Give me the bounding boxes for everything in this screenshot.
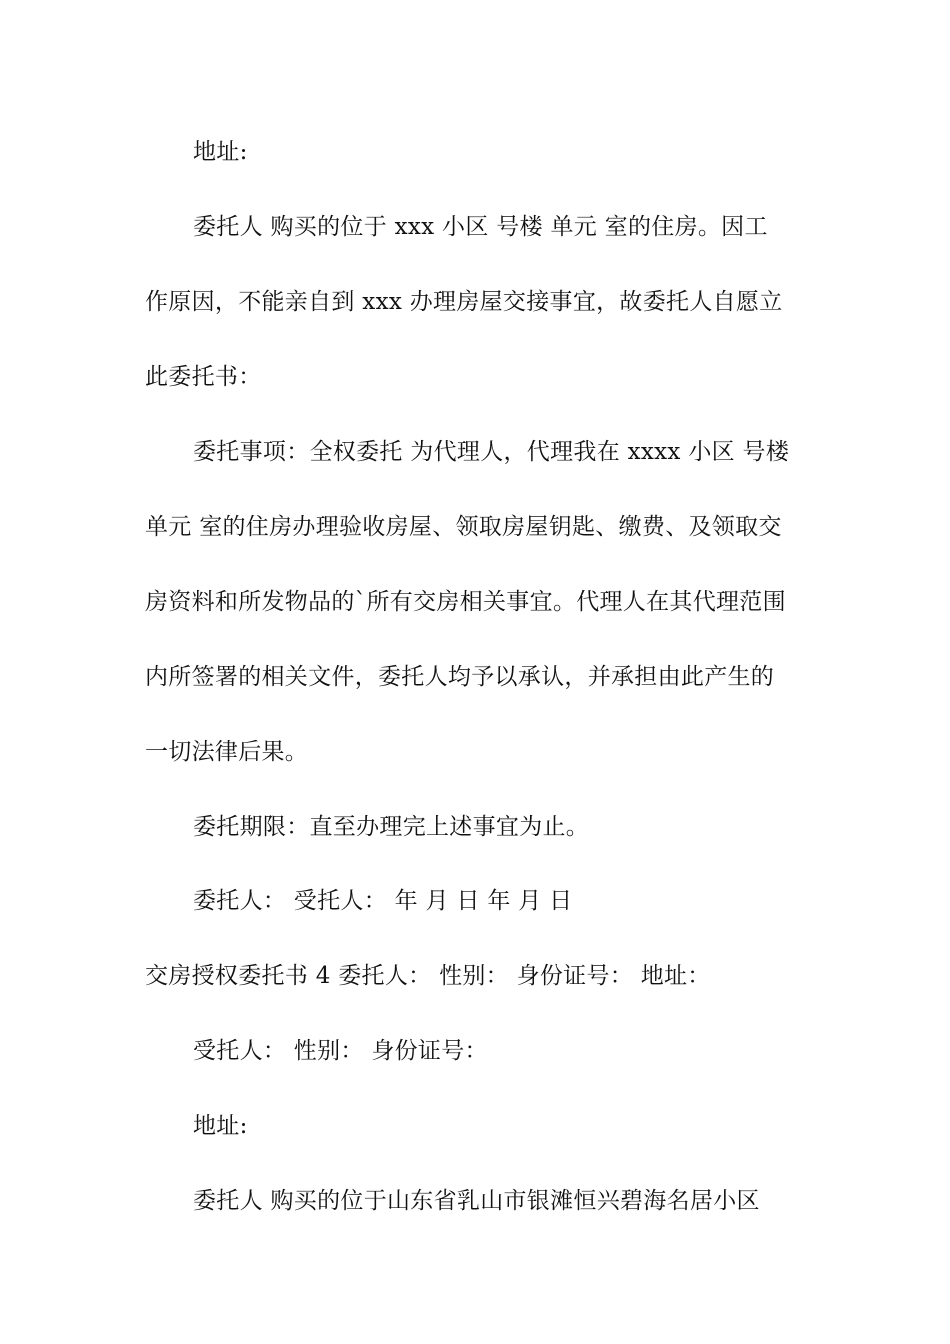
paragraph-line: 单元 室的住房办理验收房屋、领取房屋钥匙、缴费、及领取交 xyxy=(145,514,782,540)
term-line: 委托期限：直至办理完上述事宜为止。 xyxy=(193,814,590,840)
address-line-1: 地址: xyxy=(193,139,248,165)
paragraph-line: 内所签署的相关文件，委托人均予以承认，并承担由此产生的 xyxy=(145,664,775,690)
paragraph-line: 一切法律后果。 xyxy=(145,739,309,765)
trustee-line: 受托人： 性别： 身份证号： xyxy=(193,1038,488,1064)
address-line-2: 地址: xyxy=(193,1113,248,1139)
signature-line: 委托人： 受托人： 年 月 日 年 月 日 xyxy=(193,888,573,914)
paragraph-line: 委托人 购买的位于山东省乳山市银滩恒兴碧海名居小区 xyxy=(193,1188,760,1214)
paragraph-line: 作原因，不能亲自到 xxx 办理房屋交接事宜，故委托人自愿立 xyxy=(145,289,783,315)
paragraph-line: 此委托书： xyxy=(145,364,262,390)
paragraph-line: 房资料和所发物品的`所有交房相关事宜。代理人在其代理范围 xyxy=(145,589,786,615)
paragraph-line: 委托人 购买的位于 xxx 小区 号楼 单元 室的住房。因工 xyxy=(193,214,768,240)
paragraph-line: 委托事项：全权委托 为代理人，代理我在 xxxx 小区 号楼 xyxy=(193,439,790,465)
section-heading-line: 交房授权委托书 4 委托人： 性别： 身份证号： 地址： xyxy=(145,963,711,989)
